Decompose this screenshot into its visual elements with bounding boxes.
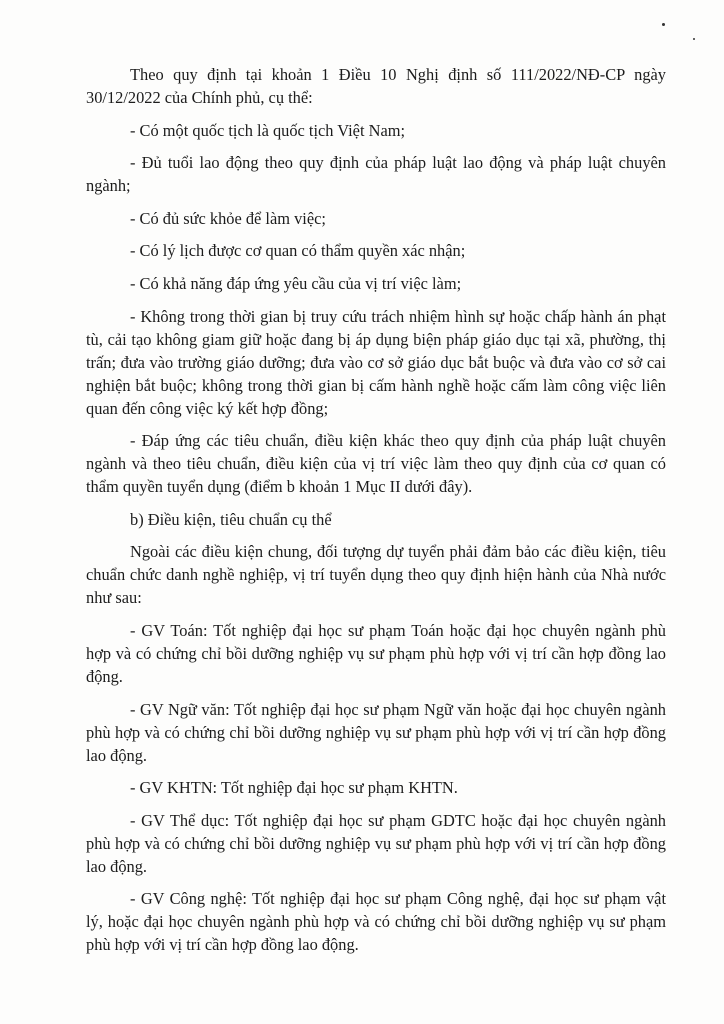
document-body (86, 63, 666, 966)
paragraph-health: - Có đủ sức khỏe để làm việc; (130, 208, 326, 228)
paragraph-legal-basis: Theo quy định tại khoản 1 Điều 10 Nghị định số 111/2022/NĐ-CP ngày 30/12/2022 của Chính phủ, cụ thể: (86, 65, 666, 107)
paragraph-gv-cong-nghe: - GV Công nghệ: Tốt nghiệp đại học sư phạm Công nghệ, đại học sư phạm vật lý, hoặc đại học chuyên ngành phù hợp và có chứng chỉ bồi dưỡng nghiệp vụ sư phạm phù hợp với vị trí cần hợp đồng lao động. (86, 889, 666, 955)
paragraph-gv-the-duc: - GV Thể dục: Tốt nghiệp đại học sư phạm GDTC hoặc đại học chuyên ngành phù hợp và có chứng chỉ bồi dưỡng nghiệp vụ sư phạm phù hợp với vị trí cần hợp đồng lao động. (86, 810, 666, 876)
paragraph-no-prosecution: - Không trong thời gian bị truy cứu trách nhiệm hình sự hoặc chấp hành án phạt tù, cải tạo không giam giữ hoặc đang bị áp dụng biện pháp giáo dục tại xã, phường, thị trấn; đưa vào trường giáo dưỡng; đưa vào cơ sở giáo dục bắt buộc và đưa vào cơ sở cai nghiện bắt buộc; không trong thời gian bị cấm hành nghề hoặc cấm làm công việc liên quan đến công việc ký kết hợp đồng; (86, 306, 666, 418)
paragraph-gv-toan: - GV Toán: Tốt nghiệp đại học sư phạm Toán hoặc đại học chuyên ngành phù hợp và có chứng chỉ bồi dưỡng nghiệp vụ sư phạm phù hợp với vị trí cần hợp đồng lao động. (86, 620, 666, 686)
paragraph-background: - Có lý lịch được cơ quan có thẩm quyền xác nhận; (130, 241, 466, 261)
paragraph-gv-khtn: - GV KHTN: Tốt nghiệp đại học sư phạm KHTN. (130, 778, 458, 798)
paragraph-job-capability: - Có khả năng đáp ứng yêu cầu của vị trí việc làm; (130, 273, 462, 293)
paragraph-working-age: - Đủ tuổi lao động theo quy định của pháp luật lao động và pháp luật chuyên ngành; (86, 153, 666, 196)
scan-speck (693, 38, 695, 40)
paragraph-gv-ngu-van: - GV Ngữ văn: Tốt nghiệp đại học sư phạm Ngữ văn hoặc đại học chuyên ngành phù hợp và có chứng chỉ bồi dưỡng nghiệp vụ sư phạm phù hợp với vị trí cần hợp đồng lao động. (86, 699, 666, 765)
paragraph-nationality: - Có một quốc tịch là quốc tịch Việt Nam; (130, 120, 406, 140)
scan-speck (662, 23, 665, 26)
paragraph-specific-intro: Ngoài các điều kiện chung, đối tượng dự tuyển phải đảm bảo các điều kiện, tiêu chuẩn chức danh nghề nghiệp, vị trí tuyển dụng theo quy định hiện hành của Nhà nước như sau: (86, 542, 666, 608)
paragraph-other-standards: - Đáp ứng các tiêu chuẩn, điều kiện khác theo quy định của pháp luật chuyên ngành và theo tiêu chuẩn, điều kiện của vị trí việc làm theo quy định của cơ quan có thẩm quyền tuyển dụng (điểm b khoản 1 Mục II dưới đây). (86, 431, 666, 497)
section-heading-specific-conditions: b) Điều kiện, tiêu chuẩn cụ thể (130, 509, 332, 529)
